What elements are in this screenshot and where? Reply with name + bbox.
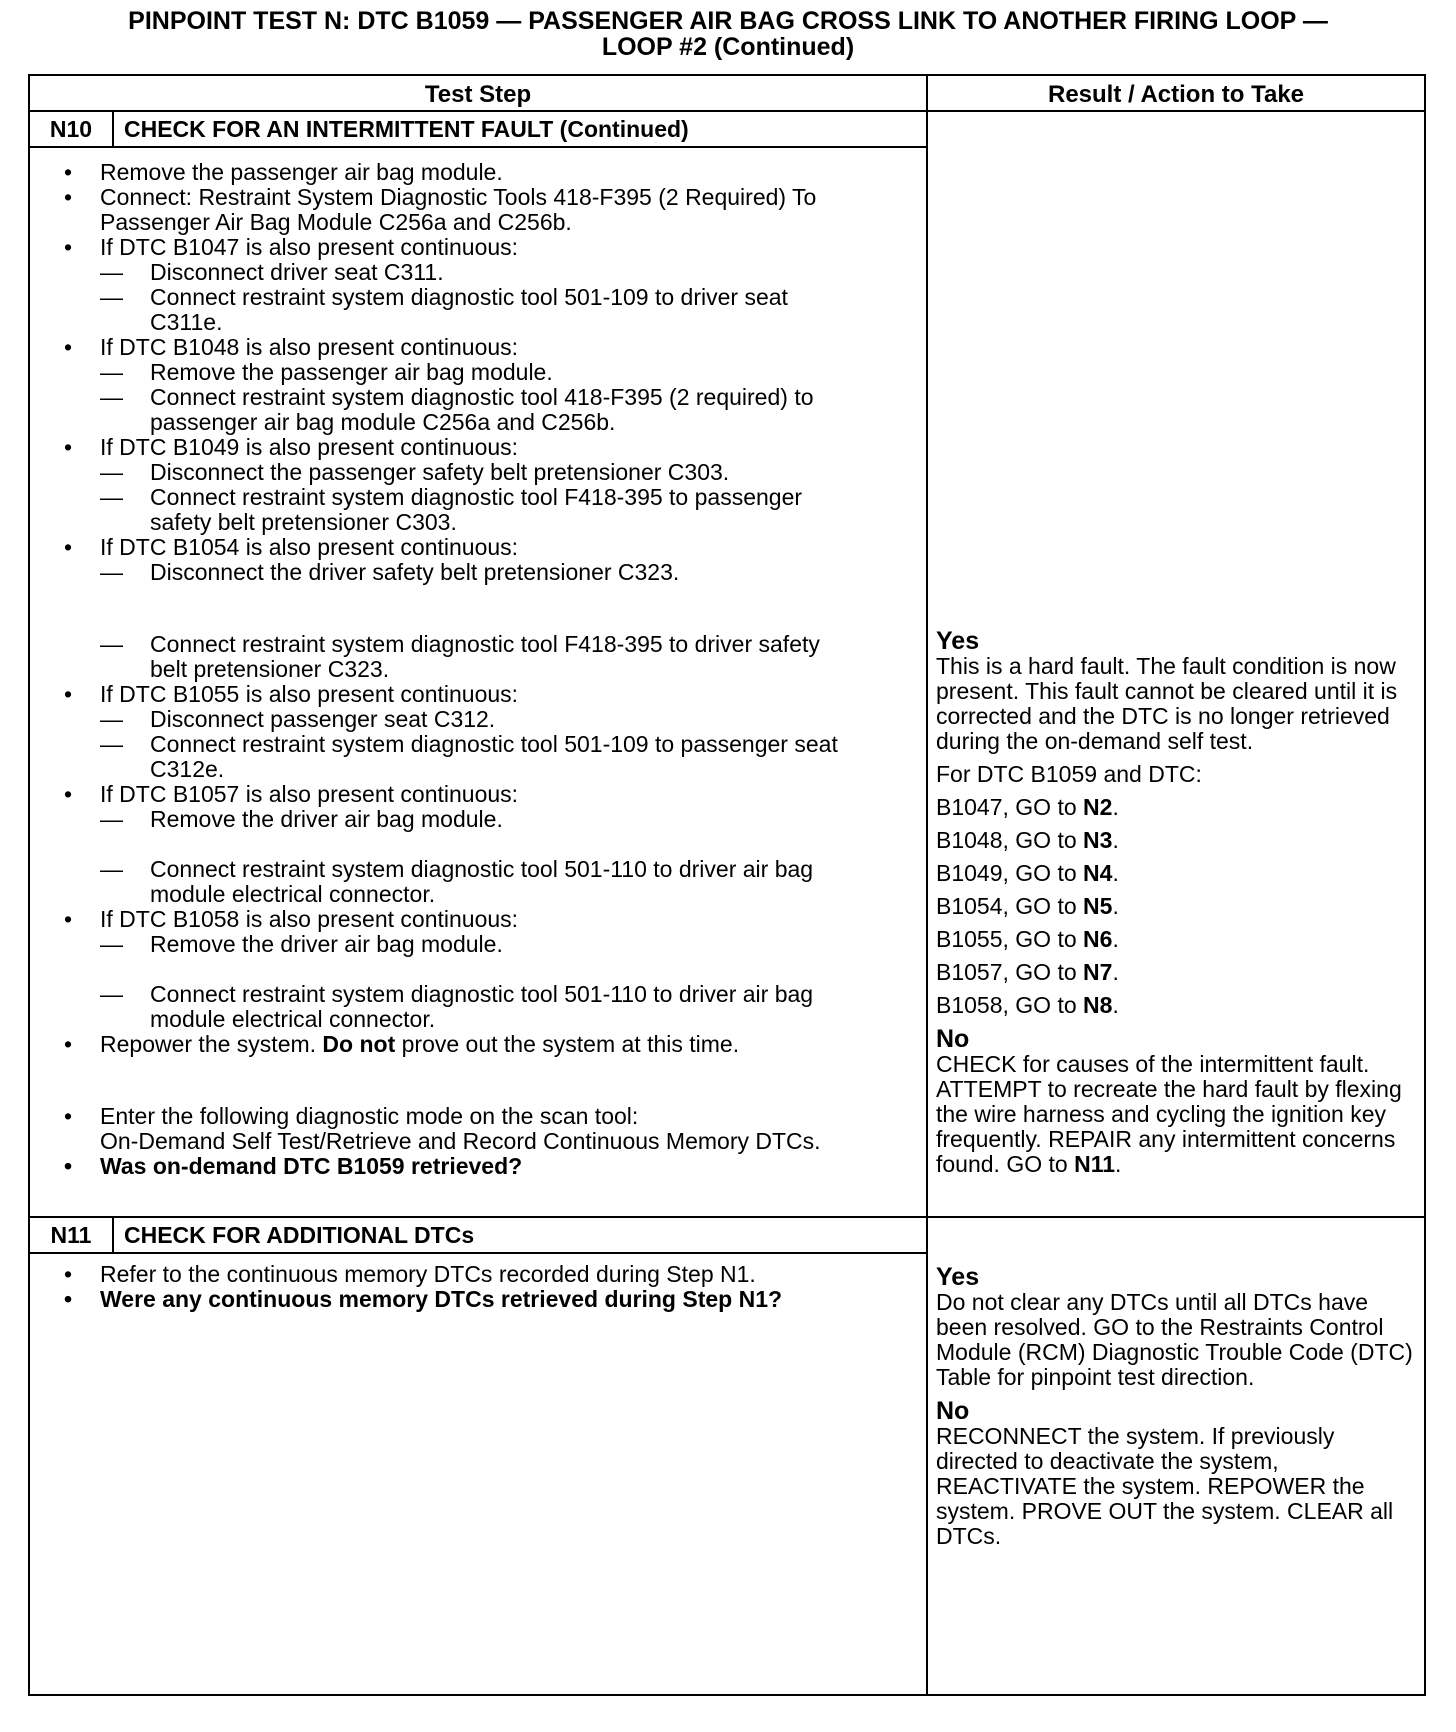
go-item: B1047, GO to N2. [936,794,1119,820]
list-item: • If DTC B1054 is also present continuous: [30,535,840,560]
go-item: B1055, GO to N6. [936,926,1119,952]
list-item: — Connect restraint system diagnostic tool 501-109 to passenger seat C312e. [30,732,840,782]
list-item: • If DTC B1049 is also present continuous: [30,435,840,460]
list-item: — Disconnect the driver safety belt pretensioner C323. [30,560,840,585]
step-number-divider-n10 [112,112,114,148]
go-item: B1057, GO to N7. [936,959,1119,985]
for-dtc-text: For DTC B1059 and DTC: [936,761,1202,787]
result-n11 [936,1264,1418,1549]
list-item: • If DTC B1048 is also present continuous: [30,335,840,360]
text: prove out the system at this time. [395,1031,740,1057]
list-item: • If DTC B1055 is also present continuous: [30,682,840,707]
go-item: B1058, GO to N8. [936,992,1119,1018]
title-line-1: PINPOINT TEST N: DTC B1059 — PASSENGER AIR BAG CROSS LINK TO ANOTHER FIRING LOOP — [128,7,1328,35]
pinpoint-test-table [28,74,1426,1696]
list-item: — Disconnect passenger seat C312. [30,707,840,732]
yes-text: Do not clear any DTCs until all DTCs have been resolved. GO to the Restraints Control Module (RCM) Diagnostic Trouble Code (DTC) Table for pinpoint test direction. [936,1289,1413,1390]
list-item: • If DTC B1058 is also present continuous: [30,907,840,932]
no-label: No [936,1397,970,1425]
spacer [30,832,840,857]
step-body-n11 [30,1262,840,1312]
spacer [30,957,840,982]
step-number-n10: N10 [49,116,93,142]
list-item-question: • Was on-demand DTC B1059 retrieved? [30,1154,840,1179]
no-label: No [936,1025,970,1053]
list-item: — Remove the driver air bag module. [30,932,840,957]
list-item-question: • Were any continuous memory DTCs retrieved during Step N1? [30,1287,840,1312]
spacer [30,1057,840,1104]
no-text: CHECK for causes of the intermittent fault. ATTEMPT to recreate the hard fault by flexing the wire harness and cycling the ignition key frequently. REPAIR any intermittent concerns found. GO to N11. [936,1051,1402,1177]
list-item: — Remove the driver air bag module. [30,807,840,832]
go-item: B1048, GO to N3. [936,827,1119,853]
list-item: — Disconnect driver seat C311. [30,260,840,285]
list-item: — Connect restraint system diagnostic tool 501-110 to driver air bag module electrical connector. [30,857,840,907]
step-number-divider-n11 [112,1218,114,1254]
yes-text: This is a hard fault. The fault condition is now present. This fault cannot be cleared until it is corrected and the DTC is no longer retrieved during the on-demand self test. [936,653,1398,754]
no-text: RECONNECT the system. If previously directed to deactivate the system, REACTIVATE the system. REPOWER the system. PROVE OUT the system. CLEAR all DTCs. [936,1423,1394,1549]
list-item: — Connect restraint system diagnostic tool 501-110 to driver air bag module electrical connector. [30,982,840,1032]
step-title-n10: CHECK FOR AN INTERMITTENT FAULT (Continued) [124,116,689,142]
go-item: B1049, GO to N4. [936,860,1119,886]
list-item: On-Demand Self Test/Retrieve and Record Continuous Memory DTCs. [100,1128,821,1154]
spacer [30,585,840,632]
header-result: Result / Action to Take [1047,81,1305,108]
list-item: — Connect restraint system diagnostic tool 418-F395 (2 required) to passenger air bag module C256a and C256b. [30,385,840,435]
text: Repower the system. [100,1031,323,1057]
list-item: — Connect restraint system diagnostic tool F418-395 to passenger safety belt pretensioner C303. [30,485,840,535]
list-item: • Remove the passenger air bag module. [30,160,840,185]
result-n10 [936,628,1418,1177]
list-item: — Connect restraint system diagnostic tool F418-395 to driver safety belt pretensioner C323. [30,632,840,682]
list-item: • Connect: Restraint System Diagnostic Tools 418-F395 (2 Required) To Passenger Air Bag Module C256a and C256b. [30,185,840,235]
step-body-n10 [30,160,840,1179]
step-title-n11: CHECK FOR ADDITIONAL DTCs [124,1222,475,1248]
list-item: • If DTC B1057 is also present continuous: [30,782,840,807]
list-item: • If DTC B1047 is also present continuous: [30,235,840,260]
emphasis: Do not [322,1031,396,1057]
n11-title-underline [30,1252,928,1254]
go-item: B1054, GO to N5. [936,893,1119,919]
list-item: — Disconnect the passenger safety belt pretensioner C303. [30,460,840,485]
list-item: — Connect restraint system diagnostic tool 501-109 to driver seat C311e. [30,285,840,335]
yes-label: Yes [936,627,980,655]
list-item: • Refer to the continuous memory DTCs recorded during Step N1. [30,1262,840,1287]
page-title [0,8,1456,60]
step-number-n11: N11 [50,1222,92,1248]
list-item: — Remove the passenger air bag module. [30,360,840,385]
list-item [30,1032,840,1057]
yes-label: Yes [936,1263,980,1291]
header-test-step: Test Step [424,81,532,108]
list-item: • Enter the following diagnostic mode on the scan tool: [30,1104,840,1129]
n10-title-underline [30,146,928,148]
column-divider [926,76,928,1694]
title-line-2: LOOP #2 (Continued) [601,33,855,61]
